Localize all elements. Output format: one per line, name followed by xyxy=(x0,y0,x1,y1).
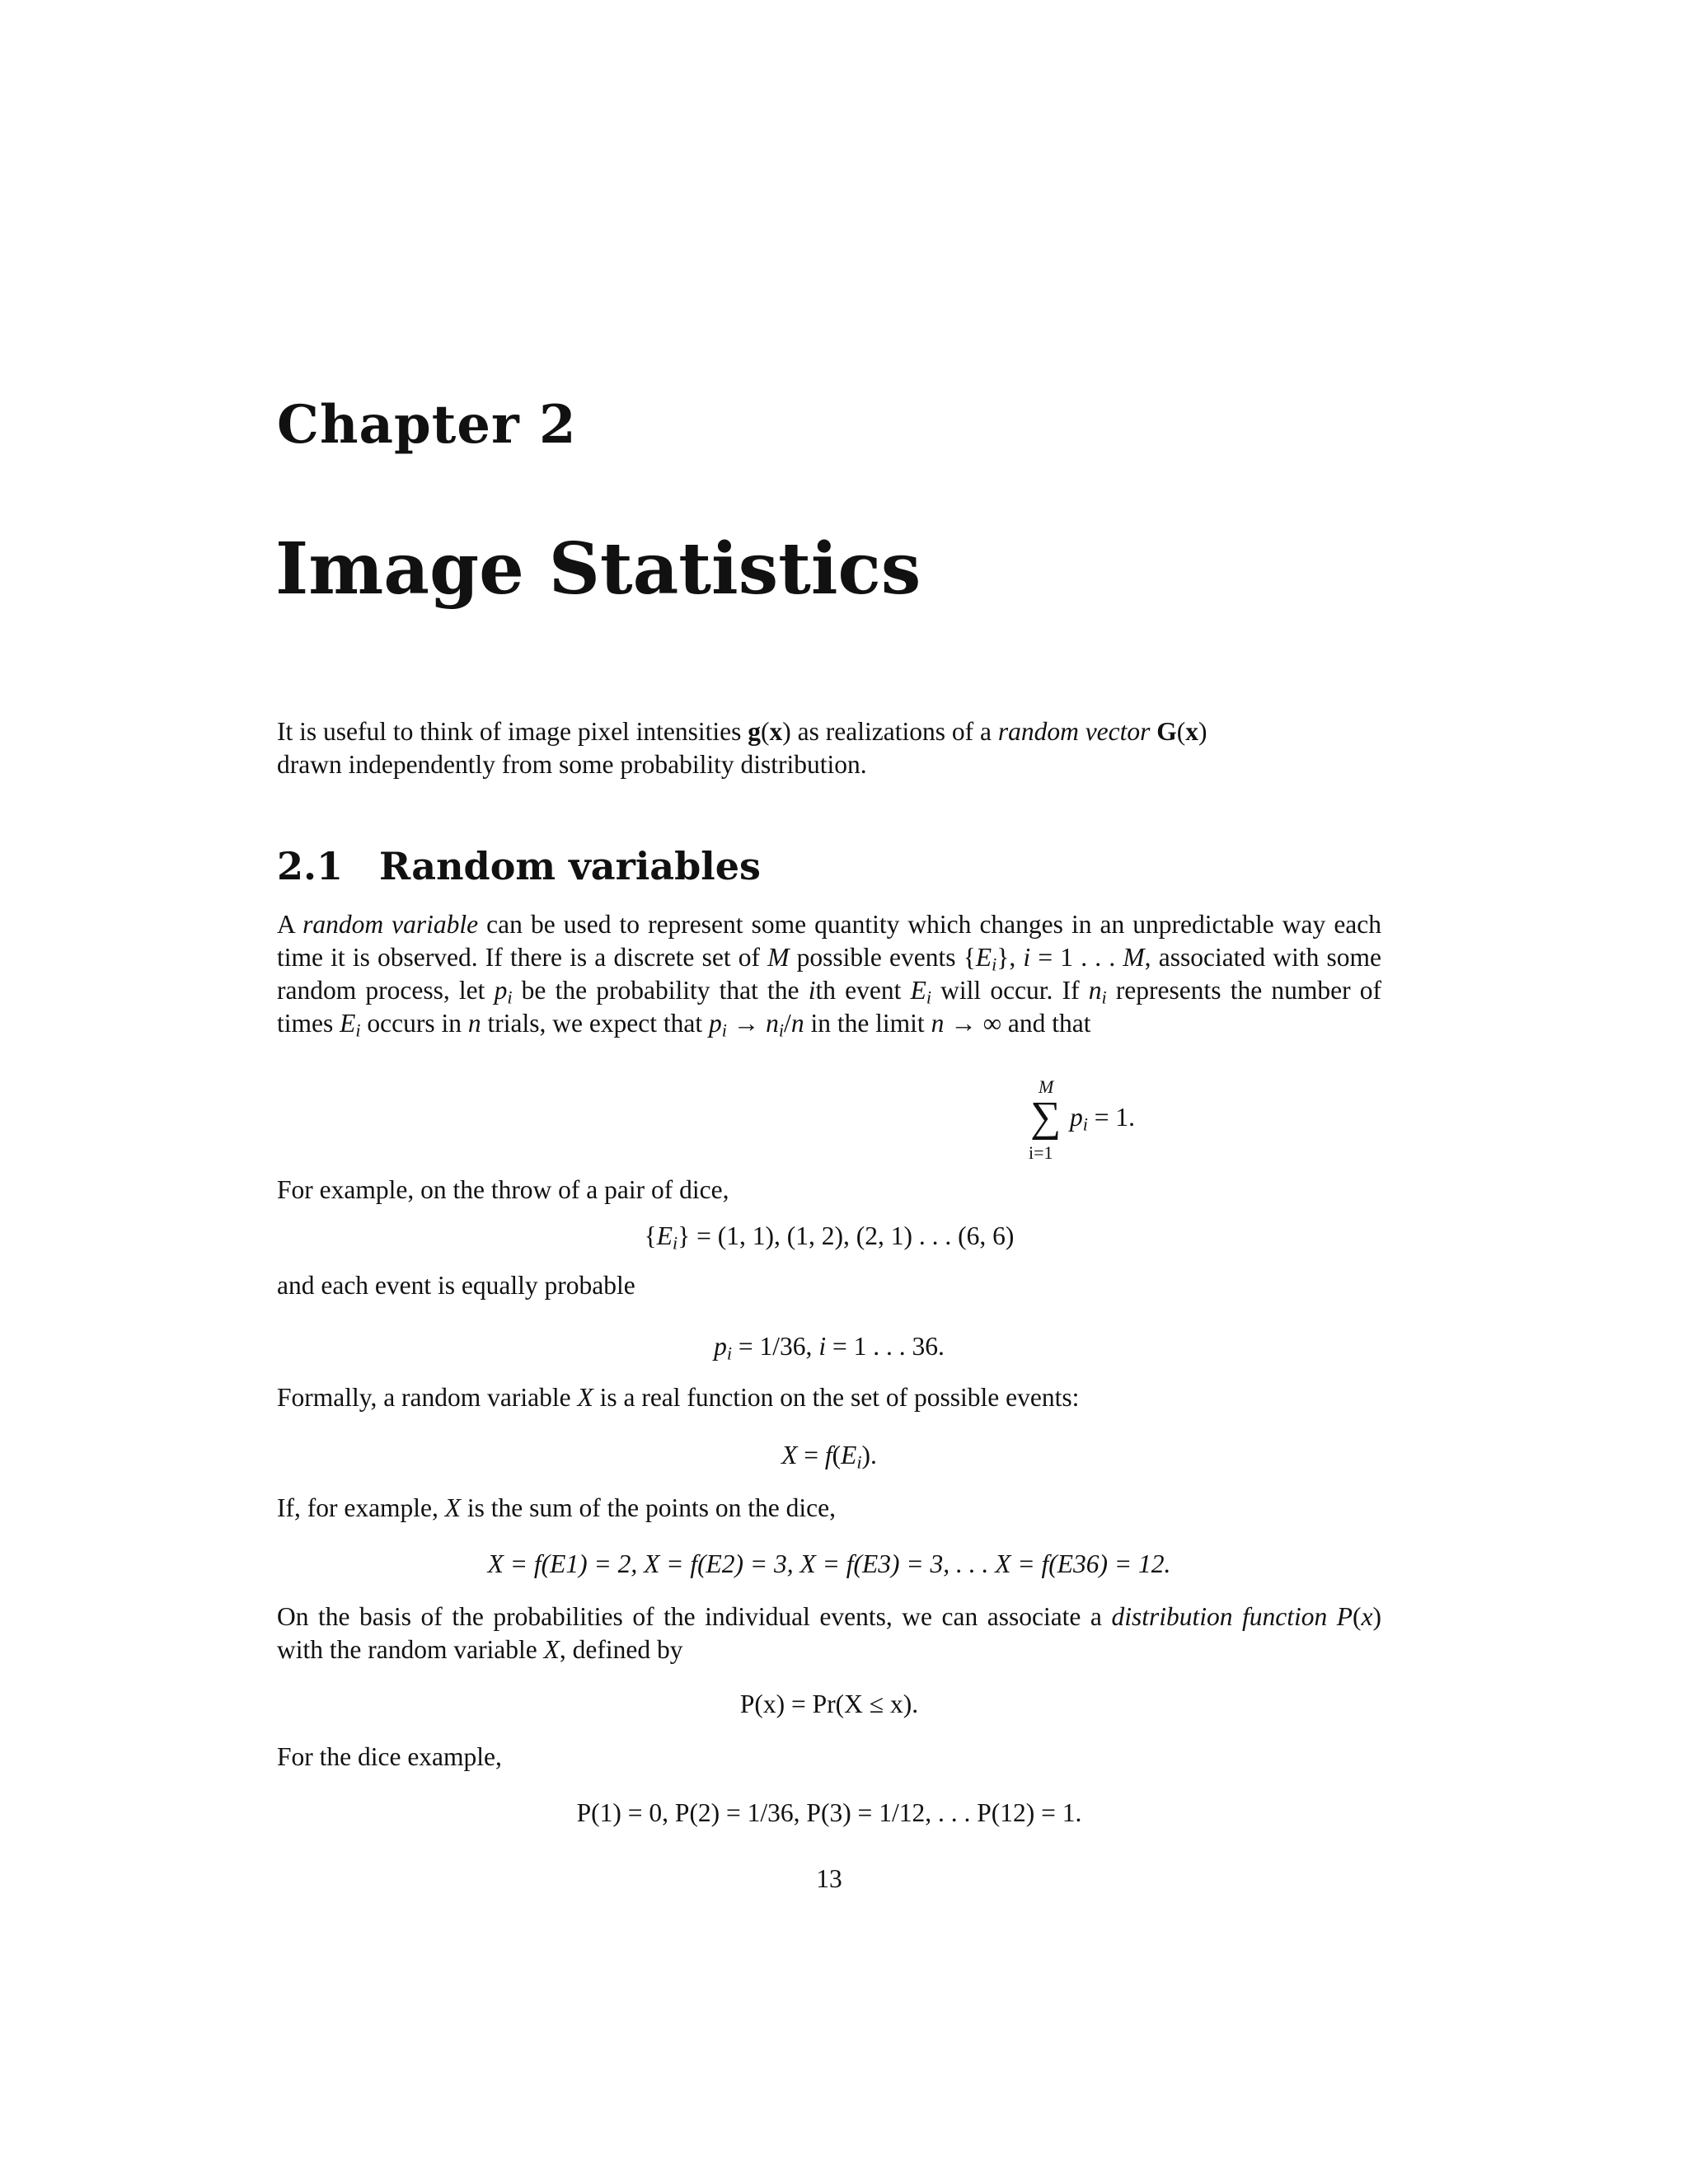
equation-distribution: P(x) = Pr(X ≤ x). xyxy=(739,1690,919,1718)
equation-probability: $p_i = 1/36$, i = 1 . . . 36. xyxy=(714,1332,945,1364)
section-heading xyxy=(277,844,761,888)
equation-dice-events: $\{E_i\} = (1$, 1), (1, 2), (2, 1) . . . (6, 6) xyxy=(644,1221,1015,1254)
sum-symbol: ∑ xyxy=(1030,1094,1062,1141)
equation-function: $X = f(E_i)$. xyxy=(781,1441,877,1473)
chapter-title: Image Statistics xyxy=(275,527,921,611)
section-title: Random variables xyxy=(379,844,761,888)
page-number: 13 xyxy=(816,1864,842,1893)
section-number: 2.1 xyxy=(277,844,344,888)
paragraph-sum-points: If, for example, X is the sum of the points on the dice, xyxy=(277,1493,836,1522)
paragraph-dice-distribution: For the dice example, xyxy=(277,1742,502,1771)
sum-upper-limit: M xyxy=(1039,1076,1054,1097)
chapter-label: Chapter 2 xyxy=(277,394,577,456)
paragraph-equally-probable: and each event is equally probable xyxy=(277,1271,635,1300)
paragraph-distribution: On the basis of the probabilities of the individual events, we can associate a distribution function P(x) with the random variable X, defined by xyxy=(277,1602,1382,1664)
equation-dice-distribution: P(1) = 0, P(2) = 1/36, P(3) = 1/12, . . . P(12) = 1. xyxy=(576,1798,1082,1827)
sum-equation xyxy=(277,1076,1381,1170)
sum-body: $p_i = 1$. xyxy=(1070,1103,1136,1135)
paragraph-random-variable: A random variable can be used to represent some quantity which changes in an unpredictable way each time it is observed. If there is a discrete set of M possible events $\{E_i\}$, i = 1 . . . M, associated with some random process, let $p_i$ be the probability that the ith event $E_i$ will occur. If $n_i$ represents the number of times $E_i$ occurs in n trials, we expect that $p_i \to n_i/n$ in the limit n → ∞ and that xyxy=(277,910,1382,1041)
sum-lower-limit: i=1 xyxy=(1029,1142,1053,1163)
equation-sum-points: X = f(E1) = 2, X = f(E2) = 3, X = f(E3) = 3, . . . X = f(E36) = 12. xyxy=(487,1549,1171,1578)
paragraph-dice-example: For example, on the throw of a pair of dice, xyxy=(277,1175,729,1204)
intro-paragraph: It is useful to think of image pixel intensities g(x) as realizations of a random vector G(x) drawn independently from some probability distribution. xyxy=(277,717,1207,779)
paragraph-formally: Formally, a random variable X is a real function on the set of possible events: xyxy=(277,1383,1080,1412)
